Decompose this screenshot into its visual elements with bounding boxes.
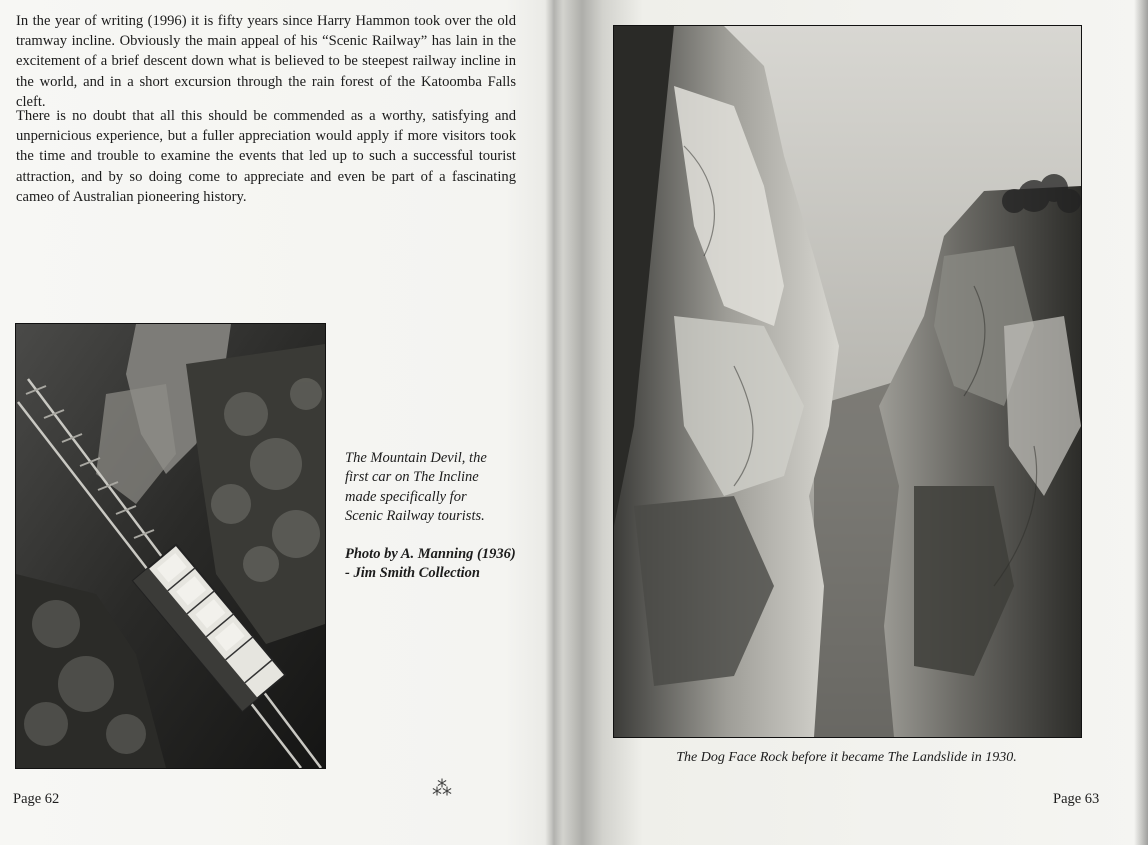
mountain-devil-photo: [15, 323, 326, 769]
dog-face-rock-caption: The Dog Face Rock before it became The Landslide in 1930.: [676, 750, 1017, 765]
caption-line: made specifically for: [345, 488, 467, 505]
page-edge-shadow: [1134, 0, 1148, 845]
appreciation-paragraph: There is no doubt that all this should be commended as a worthy, satisfying and unpernicious experience, but a fuller appreciation would apply if more visitors took the time and trouble to examine the events that led up to such a successful tourist attraction, and by so doing come to appreciate and even be part of a fascinating cameo of Australian pioneering history.: [16, 108, 516, 205]
credit-line: Photo by A. Manning (1936): [345, 546, 516, 563]
intro-paragraph: In the year of writing (1996) it is fifty years since Harry Hammon took over the old tramway incline. Obviously the main appeal of his “Scenic Railway” has lain in the excitement of a brief descent down what is believed to be steepest railway incline in the world, and in a short excursion through the rain forest of the Katoomba Falls cleft.: [16, 13, 516, 110]
dog-face-rock-photo: [613, 25, 1082, 738]
page-number-right: Page 63: [1053, 791, 1100, 807]
caption-line: first car on The Incline: [345, 469, 479, 486]
mountain-devil-caption: [345, 449, 530, 584]
book-gutter: [545, 0, 563, 845]
ink-smudge: ⁂: [432, 778, 452, 800]
credit-line: - Jim Smith Collection: [345, 565, 480, 582]
caption-line: Scenic Railway tourists.: [345, 507, 485, 524]
caption-line: The Mountain Devil, the: [345, 450, 487, 466]
photo-credit: [345, 545, 530, 584]
page-number-left: Page 62: [13, 791, 60, 807]
